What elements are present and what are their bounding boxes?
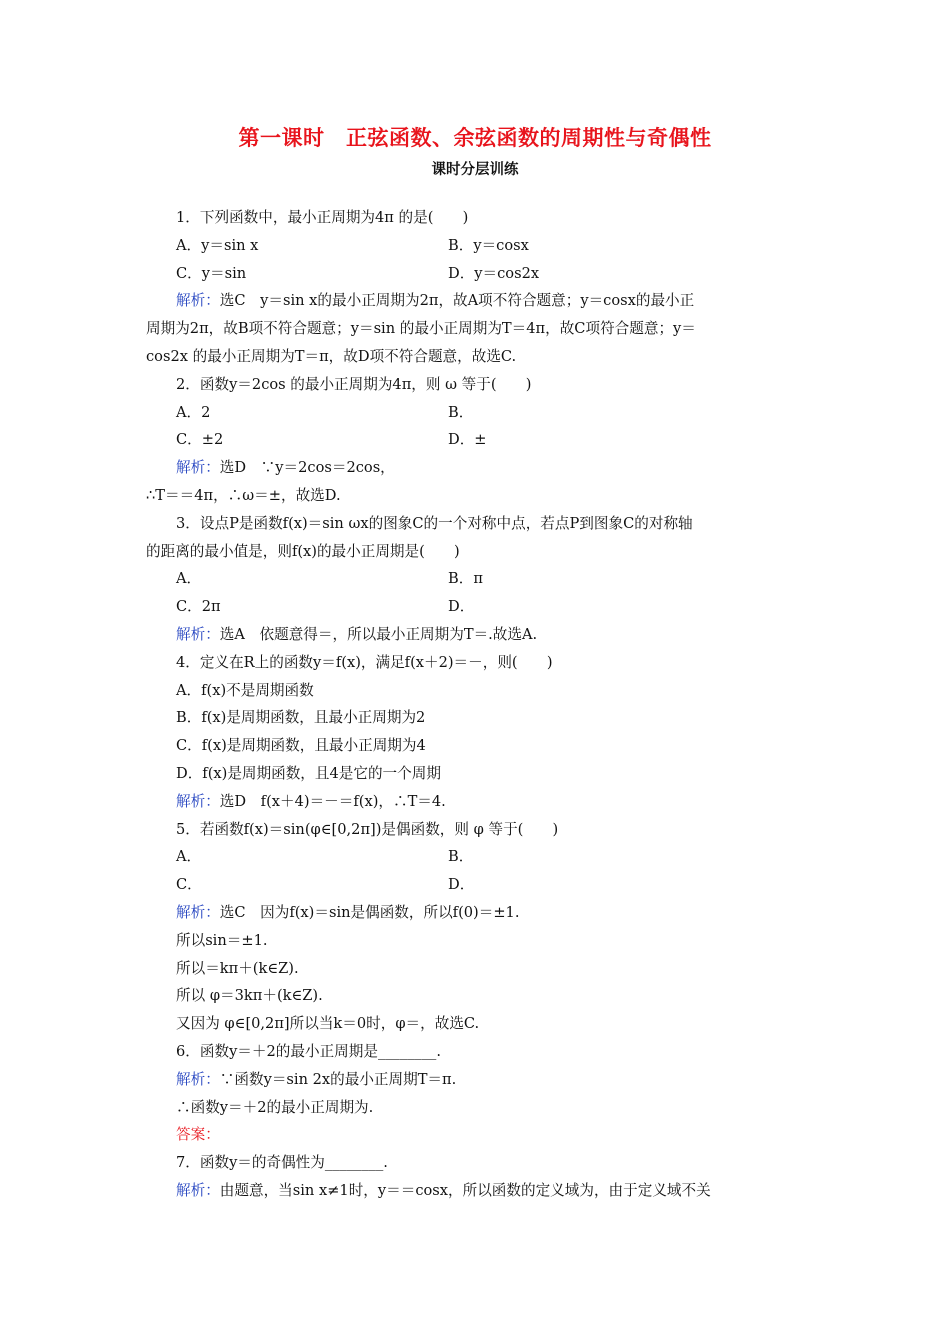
body-line: D．f(x)是周期函数，且4是它的一个周期: [176, 764, 441, 782]
analysis-line: [146, 1066, 810, 1094]
option-text: B．π: [448, 570, 483, 588]
option-text: D．±: [448, 431, 487, 449]
option-text: B．y＝cosx: [448, 236, 529, 254]
analysis-line: [146, 788, 810, 816]
line-text: 由题意，当sin x≠1时，y＝＝cosx，所以函数的定义域为，由于定义域不关: [219, 1181, 711, 1199]
analysis-line: [146, 454, 810, 482]
body-line: ∴函数y＝＋2的最小正周期为.: [176, 1098, 374, 1116]
body-line: 所以 φ＝3kπ＋(k∈Z).: [176, 987, 323, 1005]
answer-label: 答案：: [176, 1126, 220, 1144]
option-text: C．: [176, 876, 202, 894]
option-text: B．: [448, 403, 474, 421]
option-text: D．y＝cos2x: [448, 264, 540, 282]
analysis-label: 解析：: [176, 625, 220, 643]
body-line: 的距离的最小值是，则f(x)的最小正周期是( ): [146, 542, 460, 560]
analysis-line: [146, 287, 810, 315]
option-text: A．2: [176, 403, 211, 421]
body-line: C．f(x)是周期函数，且最小正周期为4: [176, 737, 426, 755]
body-line: ∴T＝＝4π，∴ω＝±，故选D.: [146, 486, 341, 504]
page-title: 第一课时 正弦函数、余弦函数的周期性与奇偶性: [238, 125, 712, 150]
line-text: 选C y＝sin x的最小正周期为2π，故A项不符合题意；y＝cosx的最小正: [219, 292, 695, 310]
question-text: 2．函数y＝2cos 的最小正周期为4π，则 ω 等于( ): [176, 375, 532, 393]
option-text: A．: [176, 570, 202, 588]
line-text: ∵函数y＝sin 2x的最小正周期T＝π.: [219, 1070, 457, 1088]
analysis-line: [146, 1177, 810, 1205]
question-text: 7．函数y＝的奇偶性为________.: [176, 1154, 388, 1172]
line-text: 选A 依题意得＝，所以最小正周期为T＝.故选A.: [219, 625, 538, 643]
analysis-line: [146, 621, 810, 649]
option-text: A．y＝sin x: [176, 236, 259, 254]
body-line: A．f(x)不是周期函数: [176, 681, 314, 699]
option-row: [146, 843, 810, 871]
question-text: 4．定义在R上的函数y＝f(x)，满足f(x＋2)＝－，则( ): [176, 653, 553, 671]
exercise-content: [146, 204, 810, 1205]
option-text: C．2π: [176, 598, 221, 616]
option-text: B．: [448, 848, 474, 866]
option-text: D．: [448, 598, 475, 616]
option-row: [146, 232, 810, 260]
body-line: 又因为 φ∈[0,2π]所以当k＝0时，φ＝，故选C.: [176, 1015, 480, 1033]
option-row: [146, 426, 810, 454]
option-row: [146, 593, 810, 621]
analysis-label: 解析：: [176, 459, 220, 477]
question-text: 3．设点P是函数f(x)＝sin ωx的图象C的一个对称中点，若点P到图象C的对称轴: [176, 514, 693, 532]
analysis-label: 解析：: [176, 903, 220, 921]
question-text: 1．下列函数中，最小正周期为4π 的是( ): [176, 209, 469, 226]
option-row: [146, 260, 810, 288]
analysis-label: 解析：: [176, 292, 220, 310]
option-text: D．: [448, 876, 475, 894]
body-line: 所以＝kπ＋(k∈Z).: [176, 959, 299, 977]
line-text: 选D f(x＋4)＝－＝f(x)，∴T＝4.: [219, 792, 446, 810]
analysis-label: 解析：: [176, 1070, 220, 1088]
page-subtitle: 课时分层训练: [431, 161, 519, 178]
option-text: C．±2: [176, 431, 224, 449]
option-row: [146, 565, 810, 593]
body-line: 所以sin＝±1.: [176, 931, 268, 949]
question-text: 5．若函数f(x)＝sin(φ∈[0,2π])是偶函数，则 φ 等于( ): [176, 820, 559, 838]
option-text: A．: [176, 848, 202, 866]
option-text: C．y＝sin: [176, 264, 247, 282]
analysis-label: 解析：: [176, 1181, 220, 1199]
line-text: 选C 因为f(x)＝sin是偶函数，所以f(0)＝±1.: [219, 903, 520, 921]
body-line: B．f(x)是周期函数，且最小正周期为2: [176, 709, 426, 727]
analysis-line: [146, 899, 810, 927]
body-line: 周期为2π，故B项不符合题意；y＝sin 的最小正周期为T＝4π，故C项符合题意；y＝: [146, 320, 696, 338]
option-row: [146, 871, 810, 899]
body-line: cos2x 的最小正周期为T＝π，故D项不符合题意，故选C.: [146, 347, 517, 365]
answer-line: [146, 1121, 810, 1149]
line-text: 选D ∵y＝2cos＝2cos，: [219, 459, 395, 477]
question-text: 6．函数y＝＋2的最小正周期是________.: [176, 1042, 441, 1060]
option-row: [146, 399, 810, 427]
analysis-label: 解析：: [176, 792, 220, 810]
